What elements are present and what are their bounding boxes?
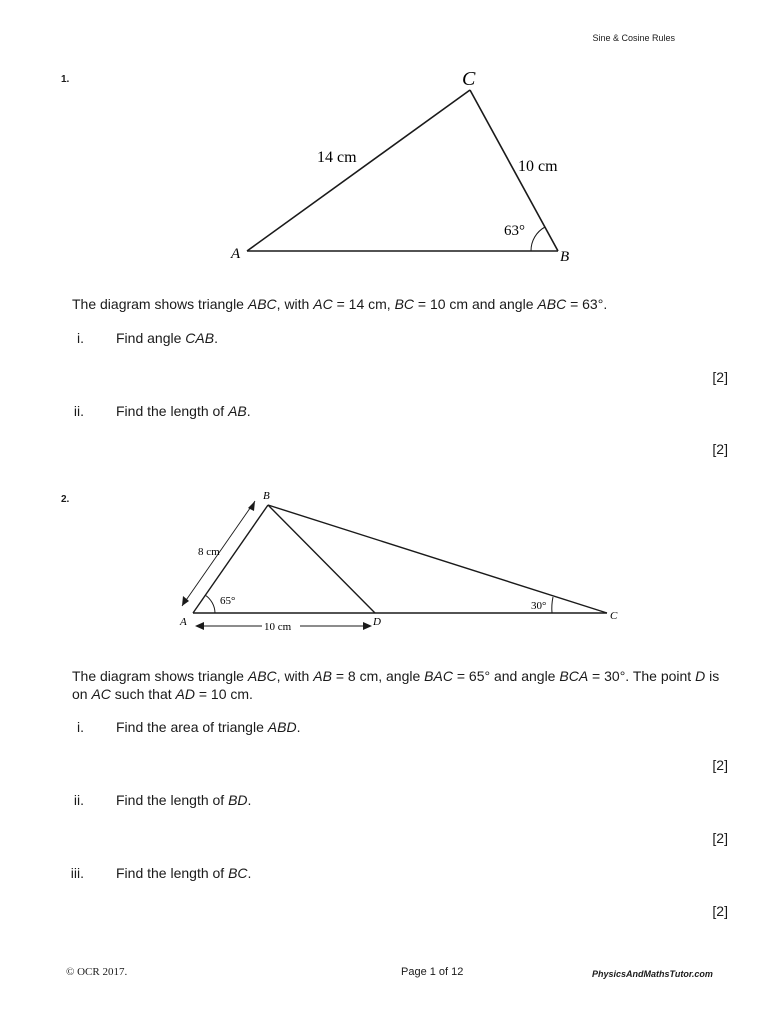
triangle-abc-diagram — [0, 0, 768, 300]
question-stem: The diagram shows triangle ABC, with AB = 8 cm, angle BAC = 65° and angle BCA = 30°. The point D is on AC such that AD = 10 cm. — [72, 668, 720, 702]
question-part — [62, 719, 722, 735]
side-label-ac: 14 cm — [317, 149, 357, 166]
part-text: Find the length of AB. — [116, 403, 251, 419]
vertex-label-b: B — [560, 249, 570, 265]
part-text: Find angle CAB. — [116, 330, 218, 346]
vertex-label-a: A — [180, 616, 187, 628]
part-text: Find the area of triangle ABD. — [116, 719, 301, 735]
question-part — [62, 865, 722, 881]
part-label: i. — [77, 719, 84, 735]
part-label: i. — [77, 330, 84, 346]
header-title: Sine & Cosine Rules — [592, 33, 675, 43]
question-number: 1. — [61, 74, 70, 85]
footer-brand: PhysicsAndMathsTutor.com — [592, 969, 713, 979]
part-text: Find the length of BD. — [116, 792, 252, 808]
triangle-abd-diagram — [0, 480, 768, 640]
angle-label-c: 30° — [531, 600, 547, 612]
part-label: iii. — [70, 865, 84, 881]
question-part — [62, 792, 722, 808]
side-label-ab: 8 cm — [198, 546, 220, 558]
marks-label: [2] — [712, 441, 728, 457]
vertex-label-c: C — [462, 68, 476, 90]
part-text: Find the length of BC. — [116, 865, 252, 881]
marks-label: [2] — [712, 830, 728, 846]
angle-label-b: 63° — [504, 223, 525, 239]
marks-label: [2] — [712, 369, 728, 385]
side-label-bc: 10 cm — [518, 158, 558, 175]
question-part — [62, 330, 722, 346]
footer-copyright: © OCR 2017. — [66, 966, 128, 978]
part-label: ii. — [73, 792, 84, 808]
vertex-label-d: D — [373, 616, 381, 628]
vertex-label-a: A — [231, 246, 241, 262]
vertex-label-b: B — [263, 490, 270, 502]
question-stem: The diagram shows triangle ABC, with AC = 14 cm, BC = 10 cm and angle ABC = 63°. — [72, 296, 608, 312]
marks-label: [2] — [712, 757, 728, 773]
vertex-label-c: C — [610, 610, 618, 622]
page-number: Page 1 of 12 — [401, 966, 464, 978]
question-number: 2. — [61, 494, 70, 505]
question-part — [62, 403, 722, 419]
side-label-ad: 10 cm — [264, 621, 292, 633]
part-label: ii. — [73, 403, 84, 419]
angle-label-a: 65° — [220, 595, 236, 607]
marks-label: [2] — [712, 903, 728, 919]
